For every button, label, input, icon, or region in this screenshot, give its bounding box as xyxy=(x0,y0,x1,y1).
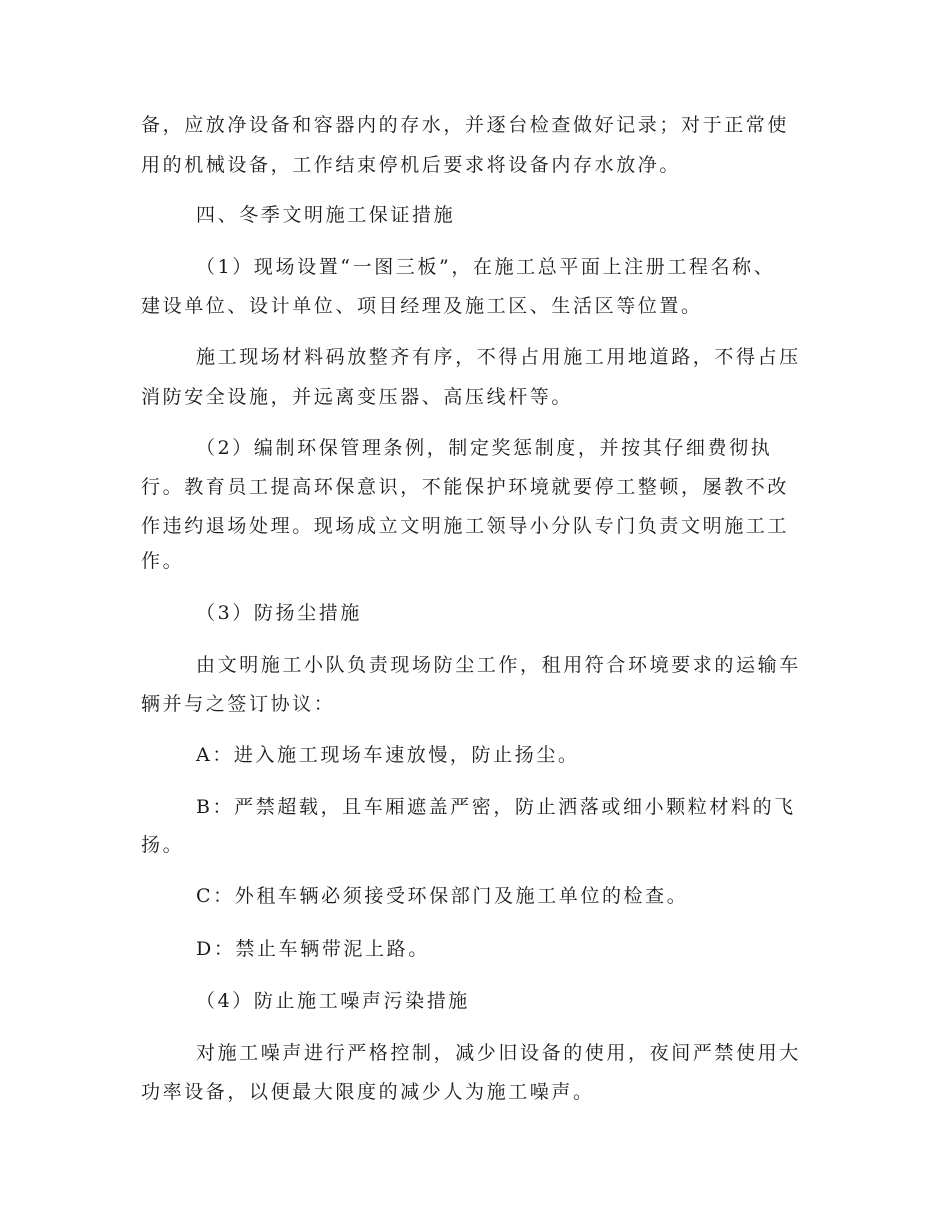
paragraph-line: 作违约退场处理。现场成立文明施工领导小分队专门负责文明施工工 xyxy=(141,515,790,537)
section-heading: 四、冬季文明施工保证措施 xyxy=(196,204,456,226)
paragraph-line: 功率设备，以便最大限度的减少人为施工噪声。 xyxy=(141,1081,595,1103)
paragraph-line: 施工现场材料码放整齐有序，不得占用施工用地道路，不得占压 xyxy=(196,346,801,368)
subsection-heading: （4）防止施工噪声污染措施 xyxy=(196,990,470,1012)
paragraph-line: 行。教育员工提高环保意识，不能保护环境就要停工整顿，屡教不改 xyxy=(141,476,790,498)
list-item-b: B：严禁超载，且车厢遮盖严密，防止洒落或细小颗粒材料的飞 xyxy=(196,796,796,818)
paragraph-line: 扬。 xyxy=(141,834,185,856)
paragraph-line: 用的机械设备，工作结束停机后要求将设备内存水放净。 xyxy=(141,154,682,176)
paragraph-line: 备，应放净设备和容器内的存水，并逐台检查做好记录；对于正常使 xyxy=(141,114,790,136)
paragraph-line: 由文明施工小队负责现场防尘工作，租用符合环境要求的运输车 xyxy=(196,654,801,676)
list-item-d: D：禁止车辆带泥上路。 xyxy=(196,938,430,960)
list-item-c: C：外租车辆必须接受环保部门及施工单位的检查。 xyxy=(196,885,689,907)
paragraph-line: （1）现场设置“一图三板”，在施工总平面上注册工程名称、 xyxy=(196,256,776,278)
subsection-heading: （3）防扬尘措施 xyxy=(196,602,362,624)
paragraph-line: 建设单位、设计单位、项目经理及施工区、生活区等位置。 xyxy=(141,295,703,317)
paragraph-line: 辆并与之签订协议： xyxy=(141,693,336,715)
paragraph-line: 作。 xyxy=(141,550,185,572)
paragraph-line: 消防安全设施，并远离变压器、高压线杆等。 xyxy=(141,386,574,408)
paragraph-line: 对施工噪声进行严格控制，减少旧设备的使用，夜间严禁使用大 xyxy=(196,1042,801,1064)
paragraph-line: （2）编制环保管理条例，制定奖惩制度，并按其仔细费彻执 xyxy=(196,437,773,459)
list-item-a: A：进入施工现场车速放慢，防止扬尘。 xyxy=(196,744,580,766)
